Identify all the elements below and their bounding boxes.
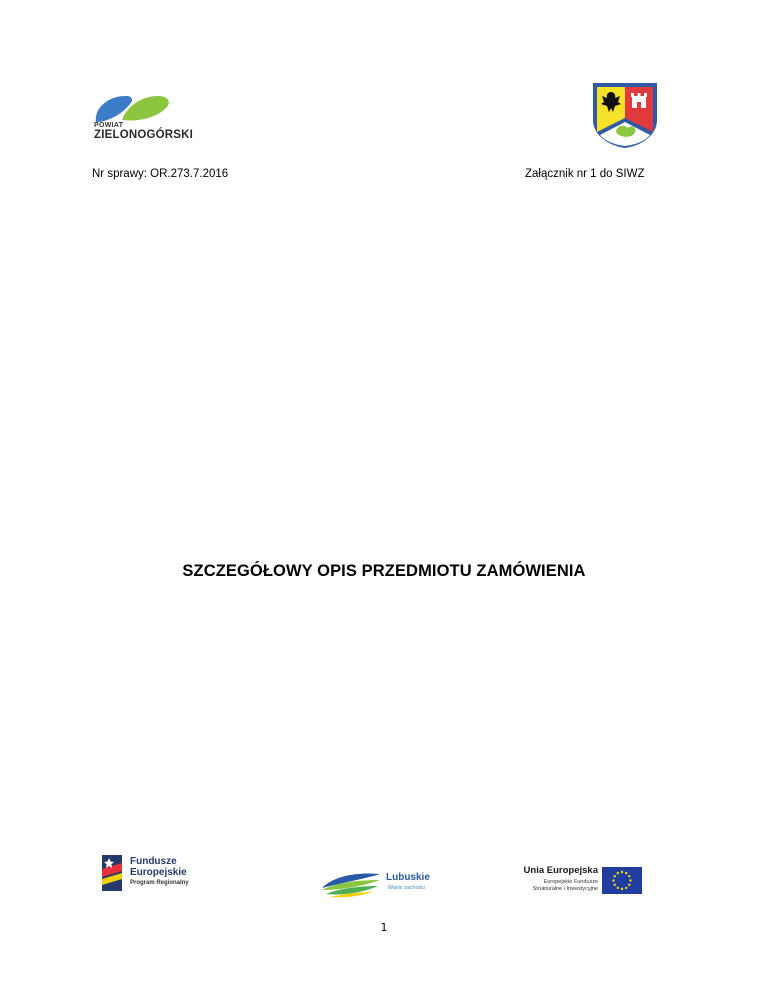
lubuskie-name: Lubuskie [386,872,430,883]
lubuskie-logo [320,868,440,900]
fundusze-line-1: Fundusze [130,856,177,867]
powiat-logo-icon [92,92,182,124]
powiat-zielonogorski-logo [92,92,202,152]
coat-of-arms-icon [590,80,660,150]
page-number: 1 [380,921,388,934]
fundusze-line-3: Program Regionalny [130,880,189,886]
logo-line-1: POWIAT [94,122,124,129]
document-title: SZCZEGÓŁOWY OPIS PRZEDMIOTU ZAMÓWIENIA [182,562,586,580]
eu-line-2: Europejskie Fundusze [543,879,598,885]
fundusze-line-2: Europejskie [130,867,187,878]
case-number: Nr sprawy: OR.273.7.2016 [92,168,229,180]
attachment-label: Załącznik nr 1 do SIWZ [525,168,645,180]
eu-flag-icon [602,867,642,894]
lubuskie-tagline: Warte zachodu [388,885,425,891]
fundusze-europejskie-logo [100,855,210,895]
unia-europejska-logo [500,865,642,897]
fundusze-icon [100,855,126,891]
lubuskie-icon [320,868,382,898]
eu-line-1: Unia Europejska [523,865,598,876]
eu-line-3: Strukturalne i Inwestycyjne [532,886,598,892]
logo-line-2: ZIELONOGÓRSKI [94,129,194,141]
